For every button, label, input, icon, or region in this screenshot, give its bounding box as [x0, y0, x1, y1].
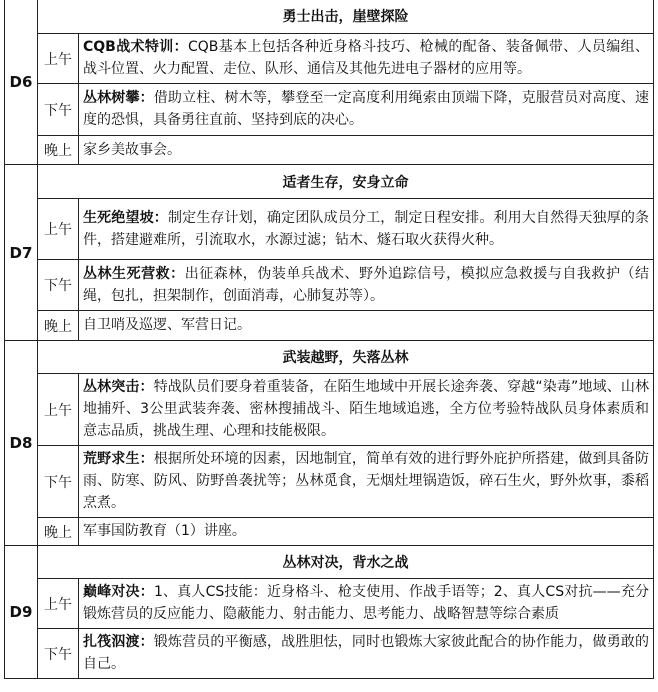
day-theme: 勇士出击，崖壁探险	[38, 0, 654, 34]
session-content	[79, 518, 654, 546]
session-content	[79, 84, 654, 136]
session-content	[79, 579, 654, 629]
session-period: 晚上	[38, 518, 79, 546]
session-content	[79, 260, 654, 311]
session-title: 丛林树攀：	[83, 90, 154, 106]
session-content	[79, 374, 654, 446]
session-text: 家乡美故事会。	[83, 141, 181, 158]
session-text: 制定生存计划，确定团队成员分工，制定日程安排。利用大自然得天独厚的条件，搭建避难所，引流取水，水源过滤；钻木、燧石取火获得火种。	[83, 209, 650, 248]
session-row	[5, 518, 654, 546]
session-text: 自卫哨及巡逻、军营日记。	[83, 317, 251, 333]
session-text: 特战队员们要身着重装备，在陌生地域中开展长途奔袭、穿越“染毒”地域、山林地捕歼、3公里武装奔袭、密林搜捕战斗、陌生地域追逃，全方位考验特战队员身体素质和意志品质，挑战生理、心理和技能极限。	[83, 379, 649, 439]
session-title: 生死绝望坡：	[83, 209, 168, 226]
session-row	[5, 629, 654, 679]
session-text: 借助立柱、树木等，攀登至一定高度利用绳索由顶端下降，克服营员对高度、速度的恐惧，具备勇往直前、坚持到底的决心。	[83, 90, 650, 128]
day-label: D7	[5, 165, 38, 341]
session-row	[5, 34, 654, 84]
session-text: 根据所处环境的因素，因地制宜，简单有效的进行野外庇护所搭建，做到具备防雨、防寒、防风、防野兽袭扰等；丛林觅食，无烟灶埋锅造饭，碎石生火，野外炊事，黍稻烹煮。	[83, 451, 650, 511]
session-content	[79, 34, 654, 84]
day-theme-row	[5, 0, 654, 34]
session-content	[79, 136, 654, 165]
day-theme: 适者生存，安身立命	[38, 165, 654, 199]
session-period: 下午	[38, 629, 79, 679]
session-period: 上午	[38, 199, 79, 260]
session-title: 巅峰对决：	[83, 584, 154, 600]
session-period: 晚上	[38, 136, 79, 165]
session-content	[79, 446, 654, 518]
session-row	[5, 199, 654, 260]
session-row	[5, 136, 654, 165]
schedule-table	[4, 0, 654, 679]
session-period: 上午	[38, 579, 79, 629]
day-label: D9	[5, 546, 38, 679]
session-row	[5, 579, 654, 629]
session-row	[5, 311, 654, 341]
session-row	[5, 84, 654, 136]
session-text: 出征森林，伪装单兵战术、野外追踪信号，模拟应急救援与自我救护（结绳，包扎，担架制作，创面消毒，心肺复苏等）。	[83, 265, 650, 304]
session-text: CQB基本上包括各种近身格斗技巧、枪械的配备、装备佩带、人员编组、战斗位置、火力配置、走位、队形、通信及其他先进电子器材的应用等。	[83, 39, 649, 77]
session-row	[5, 446, 654, 518]
day-label: D6	[5, 0, 38, 165]
session-title: 荒野求生：	[83, 451, 154, 467]
session-content	[79, 199, 654, 260]
session-text: 军事国防教育（1）讲座。	[83, 523, 246, 539]
day-theme: 武装越野，失落丛林	[38, 341, 654, 374]
day-theme-row	[5, 341, 654, 374]
session-title: 丛林生死营救：	[83, 265, 185, 282]
session-period: 下午	[38, 446, 79, 518]
day-theme-row	[5, 546, 654, 579]
session-title: 丛林突击：	[83, 379, 154, 395]
session-period: 上午	[38, 374, 79, 446]
day-label: D8	[5, 341, 38, 546]
session-title: CQB战术特训：	[83, 39, 188, 55]
day-theme: 丛林对决，背水之战	[38, 546, 654, 579]
session-content	[79, 629, 654, 679]
session-row	[5, 260, 654, 311]
session-period: 下午	[38, 84, 79, 136]
session-period: 下午	[38, 260, 79, 311]
session-text: 锻炼营员的平衡感，战胜胆怯，同时也锻炼大家彼此配合的协作能力，做勇敢的自己。	[83, 634, 650, 672]
session-title: 扎筏泅渡：	[83, 634, 154, 650]
session-period: 晚上	[38, 311, 79, 341]
session-period: 上午	[38, 34, 79, 84]
day-theme-row	[5, 165, 654, 199]
session-content	[79, 311, 654, 341]
session-text: 1、真人CS技能：近身格斗、枪支使用、作战手语等；2、真人CS对抗——充分锻炼营员的反应能力、隐蔽能力、射击能力、思考能力、战略智慧等综合素质	[83, 584, 650, 622]
session-row	[5, 374, 654, 446]
